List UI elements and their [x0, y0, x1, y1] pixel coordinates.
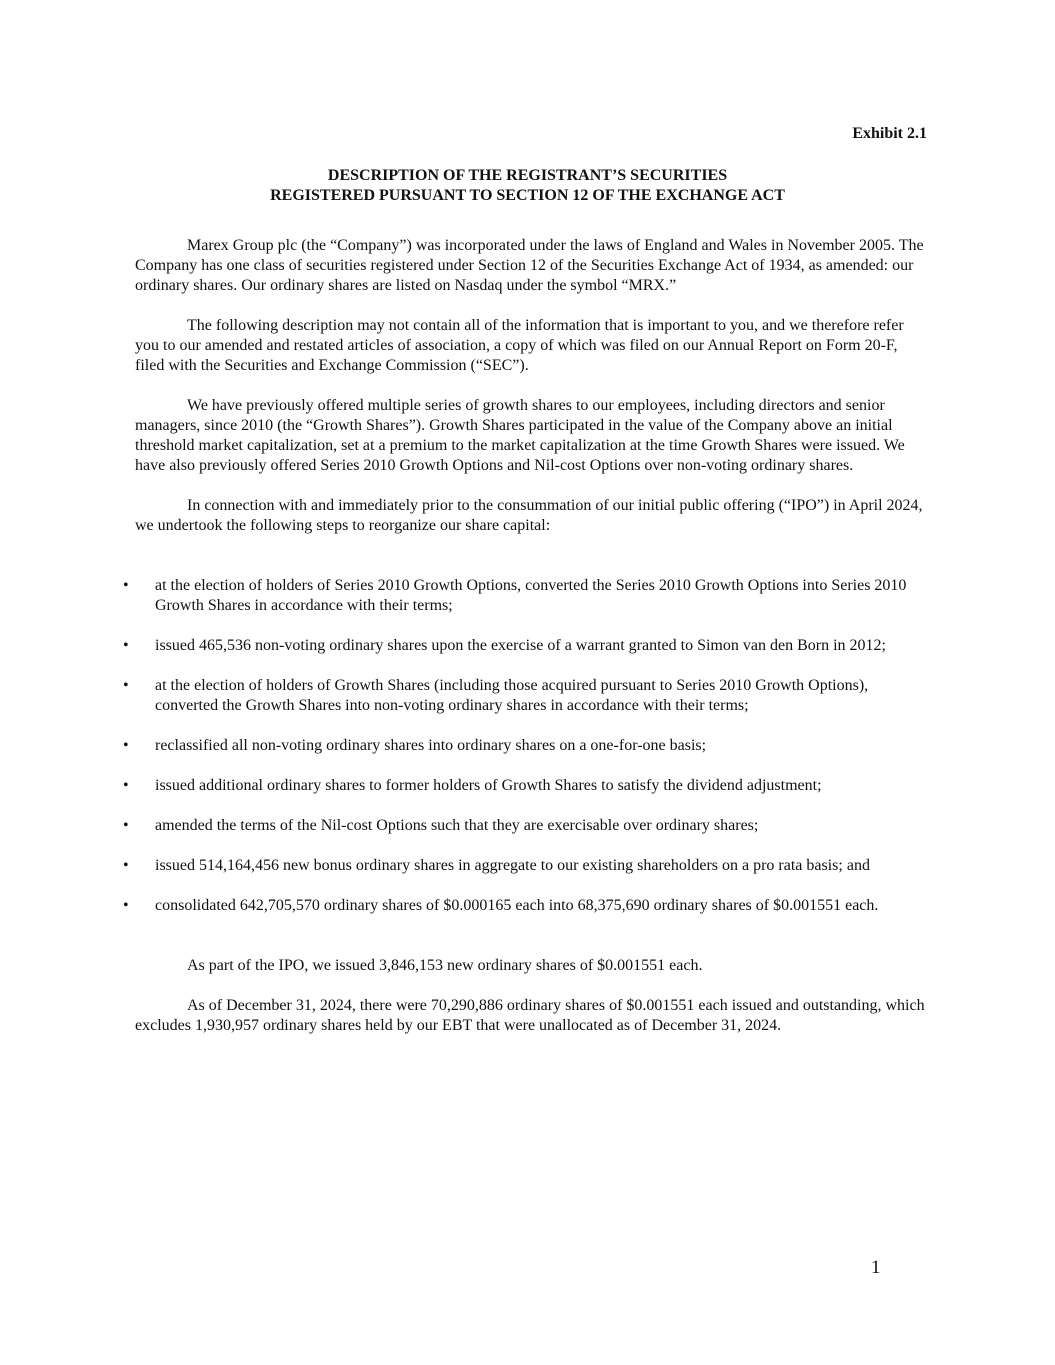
- title-line-1: DESCRIPTION OF THE REGISTRANT’S SECURITIES: [327, 167, 728, 184]
- bullet-marker: •: [123, 577, 129, 594]
- bullet-marker: •: [123, 857, 129, 874]
- list-item: [123, 676, 925, 716]
- page-number: 1: [871, 1257, 881, 1278]
- bullet-marker: •: [123, 777, 129, 794]
- list-item: [123, 636, 925, 656]
- list-item: [123, 816, 925, 836]
- list-item-text: issued 514,164,456 new bonus ordinary shares in aggregate to our existing shareholders on a pro rata basis; and: [155, 857, 870, 874]
- list-item-text: reclassified all non-voting ordinary shares into ordinary shares on a one-for-one basis;: [155, 737, 707, 754]
- paragraph-description-notice: The following description may not contain all of the information that is important to you, and we therefore refer you to our amended and restated articles of association, a copy of which was filed on our Annual Report on Form 20-F, filed with the Securities and Exchange Commission (“SEC”).: [135, 317, 904, 374]
- document-body: [123, 236, 925, 1056]
- bullet-marker: •: [123, 897, 129, 914]
- bullet-marker: •: [123, 637, 129, 654]
- paragraph-shares-outstanding: As of December 31, 2024, there were 70,290,886 ordinary shares of $0.001551 each issued and outstanding, which excludes 1,930,957 ordinary shares held by our EBT that were unallocated as of December 31, 2024.: [135, 997, 925, 1034]
- bullet-marker: •: [123, 737, 129, 754]
- paragraph-reorganization-intro: In connection with and immediately prior to the consummation of our initial public offering (“IPO”) in April 2024, we undertook the following steps to reorganize our share capital:: [135, 497, 923, 534]
- list-item-text: amended the terms of the Nil-cost Options such that they are exercisable over ordinary shares;: [155, 817, 759, 834]
- list-item-text: issued 465,536 non-voting ordinary shares upon the exercise of a warrant granted to Simon van den Born in 2012;: [155, 637, 886, 654]
- exhibit-label: Exhibit 2.1: [852, 125, 927, 142]
- list-item-text: issued additional ordinary shares to former holders of Growth Shares to satisfy the dividend adjustment;: [155, 777, 822, 794]
- list-item-text: consolidated 642,705,570 ordinary shares of $0.000165 each into 68,375,690 ordinary shares of $0.001551 each.: [155, 897, 879, 914]
- paragraph-incorporation: Marex Group plc (the “Company”) was incorporated under the laws of England and Wales in November 2005. The Company has one class of securities registered under Section 12 of the Securities Exchange Act of 1934, as amended: our ordinary shares. Our ordinary shares are listed on Nasdaq under the symbol “MRX.”: [135, 237, 924, 294]
- document-title: [0, 166, 1055, 206]
- reorganization-steps-list: [123, 576, 925, 916]
- list-item-text: at the election of holders of Series 2010 Growth Options, converted the Series 2010 Growth Options into Series 2010 Growth Shares in accordance with their terms;: [155, 577, 907, 614]
- list-item: [123, 856, 925, 876]
- bullet-marker: •: [123, 817, 129, 834]
- list-item: [123, 736, 925, 756]
- list-item: [123, 576, 925, 616]
- list-item: [123, 776, 925, 796]
- paragraph-growth-shares: We have previously offered multiple series of growth shares to our employees, including directors and senior managers, since 2010 (the “Growth Shares”). Growth Shares participated in the value of the Company above an initial threshold market capitalization, set at a premium to the market capitalization at the time Growth Shares were issued. We have also previously offered Series 2010 Growth Options and Nil-cost Options over non-voting ordinary shares.: [135, 397, 905, 474]
- paragraph-ipo-issuance: As part of the IPO, we issued 3,846,153 new ordinary shares of $0.001551 each.: [187, 957, 703, 974]
- list-item-text: at the election of holders of Growth Shares (including those acquired pursuant to Series 2010 Growth Options), converted the Growth Shares into non-voting ordinary shares in accordance with their terms;: [155, 677, 869, 714]
- title-line-2: REGISTERED PURSUANT TO SECTION 12 OF THE EXCHANGE ACT: [270, 187, 785, 204]
- bullet-marker: •: [123, 677, 129, 694]
- list-item: [123, 896, 925, 916]
